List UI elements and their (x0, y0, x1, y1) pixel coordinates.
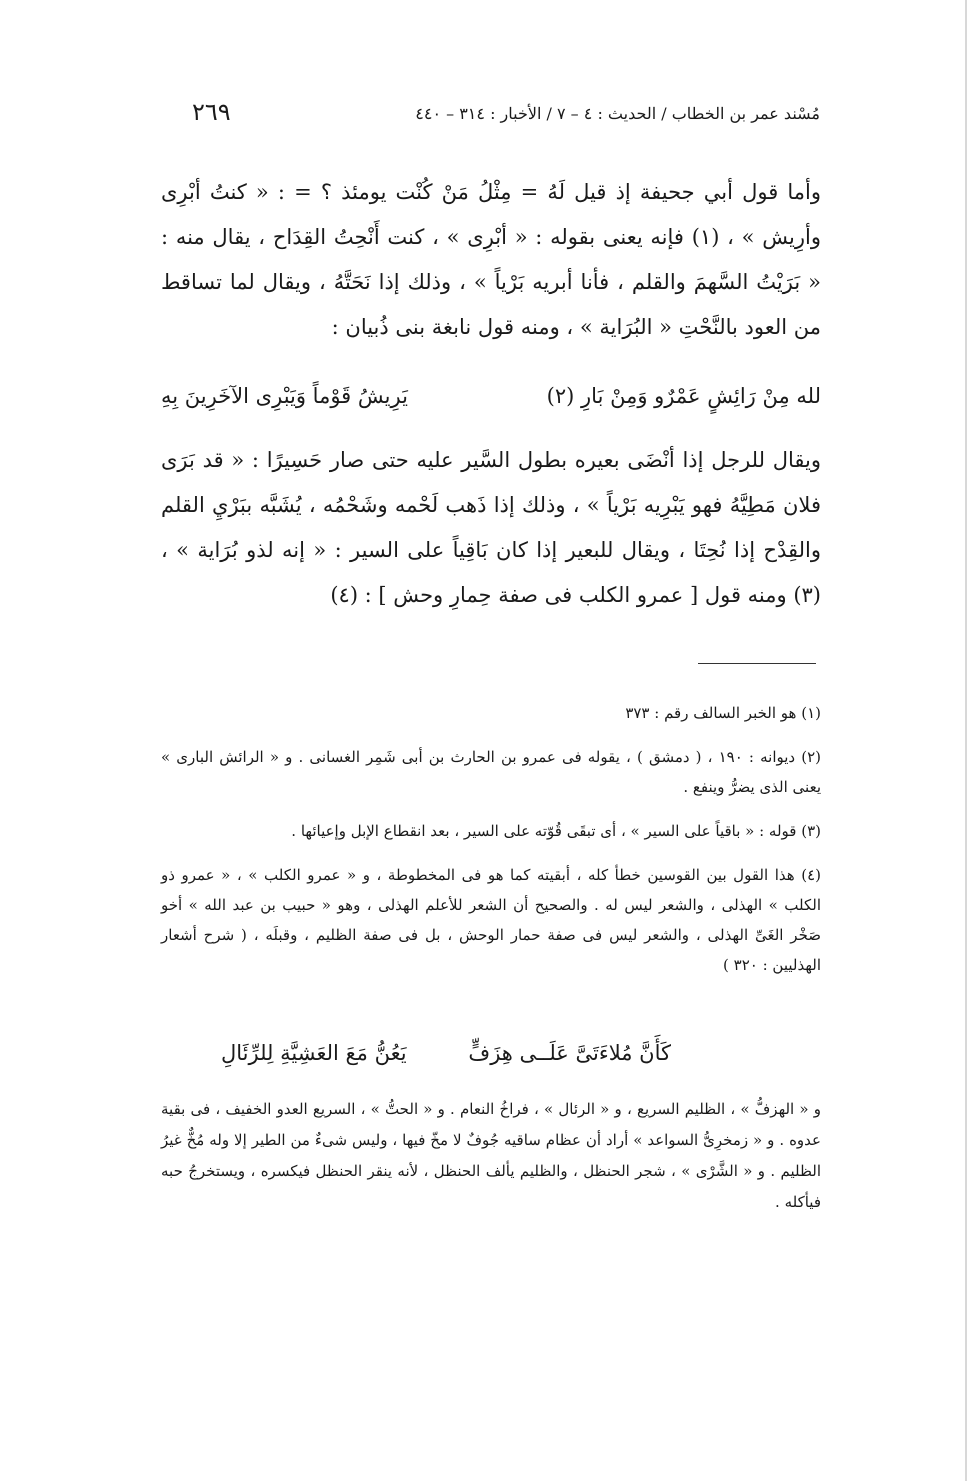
verse-line-2 (161, 1035, 821, 1079)
paragraph-text: وأما قول أبي جحيفة إذ قيل لَهُ = مِثْلُ مَنْ كُنْت يومئذ ؟ = : « كنتُ أبْرِى وأرِيش » ، (١) فإنه يعنى بقوله : « أبْرِى » ، كنت أَنْحِتُ القِدَاح ، يقال منه : « بَرَيْتُ السَّهمَ والقلم ، فأنا أبريه بَرْياً » ، وذلك إذا نَحَتَّهُ ، ويقال لما تساقط من العود بالنَّحْتِ « البُرَاية » ، ومنه قول نابغة بنى ذُبيان : (161, 180, 821, 339)
running-header (160, 96, 820, 136)
paragraph-text: ويقال للرجل إذا أنْضَى بعيره بطول السَّير عليه حتى صار حَسِيرًا : « قد بَرَى فلان مَطِيَّهُ فهو يَبْرِيه بَرْياً » ، وذلك إذا ذَهب لَحْمه وشَحْمُه ، يُشَبَّه ببَرْيِ القلم والقِدْح إذا نُحِتَا ، ويقال للبعير إذا كان بَاقِياً على السير : « إنه لذو بُرَاية » ، (٣) ومنه قول [ عمرو الكلب فى صفة حِمارِ وحش ] : (٤) (161, 448, 821, 607)
main-paragraph-1 (161, 170, 821, 350)
footnote-commentary (161, 1094, 821, 1218)
footnote-1: (١) هو الخبر السالف رقم : ٣٧٣ (625, 704, 821, 722)
verse-line-1 (161, 378, 821, 422)
verse-second-hemistich: يَعُنُّ مَعَ العَشِيَّةِ لِلرِّئَالِ (221, 1041, 407, 1065)
verse-first-hemistich: كَأَنَّ مُلاءَتَىَّ عَلَــى هِزَفٍّ (468, 1041, 671, 1065)
verse-second-hemistich: يَرِيشُ قَوْماً وَيَبْرِى الآخَرِينَ بِهِ (161, 384, 408, 408)
footnotes (161, 698, 821, 994)
footnote-2: (٢) ديوانه : ١٩٠ ، ( دمشق ) ، يقوله فى عمرو بن الحارث بن أبى شَمِر الغسانى . و « الرائش البارى » يعنى الذى يضرُّ وينفع . (161, 748, 821, 796)
footnote-separator (698, 663, 816, 664)
footnote-4: (٤) هذا القول بين القوسين خطأ كله ، أبقيته كما هو فى المخطوطة ، و « عمرو الكلب » ، « عمرو ذو الكلب » الهذلى ، والشعر ليس له . والصحيح أن الشعر للأعلم الهذلى ، وهو « حبيب بن عبد الله » أخو صَخْر الغَىِّ الهذلى ، والشعر ليس فى صفة حمار الوحش ، بل فى صفة الظليم ، وقبلَه ، ( شرح أشعار الهذليين : ٣٢٠ ) (161, 866, 821, 974)
scan-edge (965, 0, 967, 1481)
main-paragraph-2 (161, 438, 821, 618)
header-title: مُسْند عمر بن الخطاب / الحديث : ٤ – ٧ / الأخبار : ٣١٤ – ٤٤٠ (415, 104, 820, 123)
commentary-text: و « الهزفُّ » ، الظليم السريع ، و « الرئال » ، فراخُ النعام . و « الحتُّ » ، السريع العدو الخفيف ، فى بقية عدوه . و « زمخرِىُّ السواعد » أراد أن عظام ساقيه جُوفٌ لا مخّ فيها ، وليس شىءٌ من الطير إلا وله مُخٌّ غيرُ الظليم . و « الشَّرْى » ، شجر الحنظل ، والظليم يألف الحنظل ، لأنه ينقر الحنظل فيكسره ، ويستخرجُ حبه فيأكله . (161, 1100, 821, 1211)
page-number: ٢٦٩ (192, 98, 231, 126)
verse-first-hemistich: لله مِنْ رَائِشٍ عَمْرٌو وَمِنْ بَارِ (٢) (546, 384, 821, 408)
footnote-3: (٣) قوله : « باقياً على السير » ، أى تبقَى قُوّته على السير ، بعد انقطاع الإبل وإعيائها . (291, 822, 821, 840)
